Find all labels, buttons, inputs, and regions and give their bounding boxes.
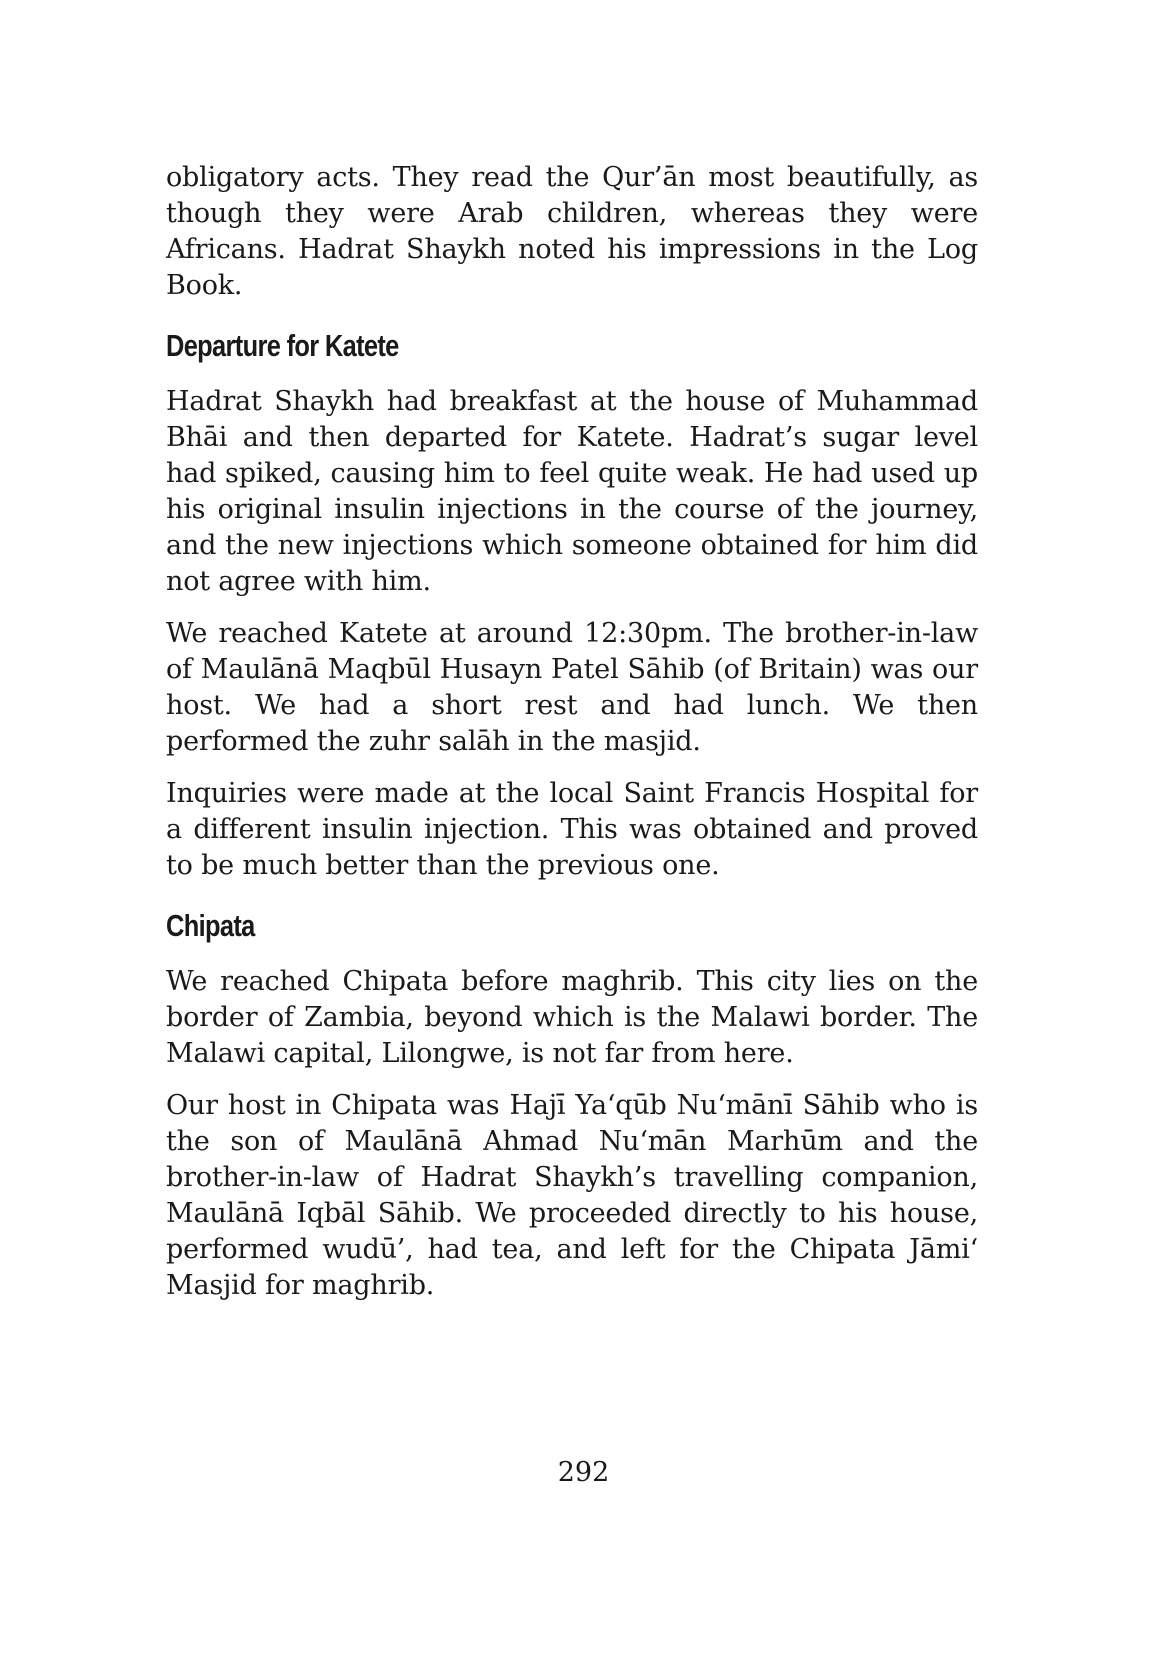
- paragraph-departure-2: We reached Katete at around 12:30pm. The brother-in-law of Maulānā Maqbūl Husayn Patel Sāhib (of Britain) was our host. We had a short rest and had lunch. We then performed the zuhr salāh in the masjid.: [166, 618, 978, 757]
- section-heading-chipata: Chipata: [166, 908, 255, 943]
- page-body: [166, 160, 978, 1304]
- paragraph-chipata-2: Our host in Chipata was Hajī Ya‘qūb Nu‘mānī Sāhib who is the son of Maulānā Ahmad Nu‘mān Marhūm and the brother-in-law of Hadrat Shaykh’s travelling companion, Maulānā Iqbāl Sāhib. We proceeded directly to his house, performed wudū’, had tea, and left for the Chipata Jāmi‘ Masjid for maghrib.: [166, 1090, 978, 1301]
- paragraph-chipata-1: We reached Chipata before maghrib. This city lies on the border of Zambia, beyond which is the Malawi border. The Malawi capital, Lilongwe, is not far from here.: [166, 966, 978, 1069]
- section-heading-departure: Departure for Katete: [166, 328, 399, 363]
- paragraph-intro: obligatory acts. They read the Qur’ān most beautifully, as though they were Arab children, whereas they were Africans. Hadrat Shaykh noted his impressions in the Log Book.: [166, 162, 978, 301]
- paragraph-departure-3: Inquiries were made at the local Saint Francis Hospital for a different insulin injection. This was obtained and proved to be much better than the previous one.: [166, 778, 978, 881]
- paragraph-departure-1: Hadrat Shaykh had breakfast at the house of Muhammad Bhāi and then departed for Katete. Hadrat’s sugar level had spiked, causing him to feel quite weak. He had used up his original insulin injections in the course of the journey, and the new injections which someone obtained for him did not agree with him.: [166, 386, 978, 597]
- page-number: 292: [557, 1457, 610, 1488]
